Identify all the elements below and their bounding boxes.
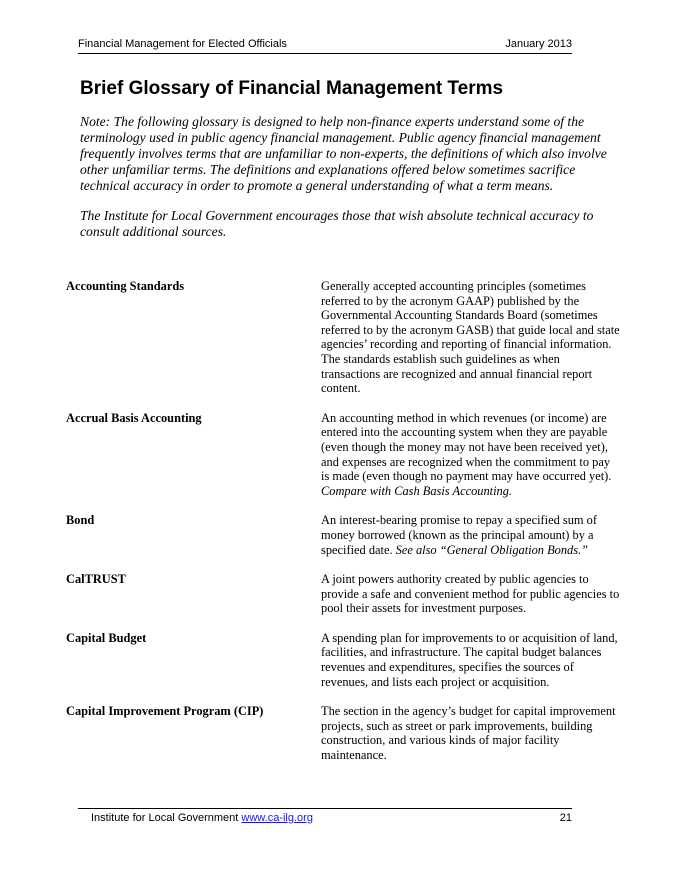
glossary-entry [66, 631, 621, 689]
intro-paragraph-1: Note: The following glossary is designed to help non-finance experts understand some of the terminology used in public agency financial management. Public agency financial management frequently involves terms that are unfamiliar to non-experts, the definitions of which also involve other unfamiliar terms. The definitions and explanations offered below sometimes sacrifice technical accuracy in order to promote a general understanding of what a term means. [80, 114, 607, 193]
definition-text: An interest-bearing promise to repay a specified sum of money borrowed (known as the principal amount) by a specified date. [321, 513, 597, 557]
footer-org [78, 812, 313, 824]
glossary-entry [66, 704, 621, 762]
glossary-definition [321, 279, 621, 396]
definition-text: A spending plan for improvements to or acquisition of land, facilities, and infrastructure. The capital budget balances revenues and expenditures, specifies the sources of revenues, and lists each project or acquisition. [321, 630, 618, 689]
intro-note [80, 114, 620, 254]
glossary-term: Capital Budget [66, 630, 147, 645]
intro-paragraph-2: The Institute for Local Government encourages those that wish absolute technical accuracy to consult additional sources. [80, 208, 594, 239]
glossary-definition [321, 513, 621, 557]
glossary-term: Capital Improvement Program (CIP) [66, 704, 264, 719]
glossary-term: Bond [66, 513, 95, 528]
glossary-entry [66, 279, 621, 396]
page-number: 21 [559, 812, 572, 824]
page-title: Brief Glossary of Financial Management Terms [80, 78, 504, 99]
glossary-definition [321, 411, 621, 499]
page-footer [78, 808, 572, 824]
glossary-term: Accounting Standards [66, 279, 185, 293]
glossary-term: Accrual Basis Accounting [66, 410, 202, 425]
glossary-list [66, 279, 621, 778]
glossary-entry [66, 513, 621, 557]
header-doc-title: Financial Management for Elected Officials [78, 38, 287, 50]
glossary-term: CalTRUST [66, 572, 126, 587]
glossary-definition [321, 572, 621, 616]
header-date: January 2013 [505, 38, 572, 50]
glossary-entry [66, 572, 621, 616]
page-header [78, 38, 572, 54]
glossary-entry [66, 411, 621, 499]
definition-text: A joint powers authority created by public agencies to provide a safe and convenient method for public agencies to pool their assets for investment purposes. [321, 572, 620, 616]
definition-text: An accounting method in which revenues (or income) are entered into the accounting system when they are payable (even though the money may not have been received yet), and expenses are recognized when the commitment to pay is made (even though no payment may have occurred yet). [321, 410, 612, 484]
footer-website-link[interactable]: www.ca-ilg.org [241, 812, 313, 824]
glossary-definition [321, 704, 621, 762]
definition-cross-reference: Compare with Cash Basis Accounting. [321, 483, 513, 498]
glossary-definition [321, 631, 621, 689]
definition-text: The section in the agency’s budget for capital improvement projects, such as street or park improvements, building construction, and various kinds of major facility maintenance. [321, 704, 616, 763]
definition-cross-reference: See also “General Obligation Bonds.” [395, 542, 589, 557]
definition-text: Generally accepted accounting principles (sometimes referred to by the acronym GAAP) published by the Governmental Accounting Standards Board (sometimes referred to by the acronym GASB) that guide local and state agencies’ recording and reporting of financial information. The standards establish such guidelines as when transactions are recognized and annual financial report content. [321, 279, 620, 396]
footer-org-name: Institute for Local Government [91, 812, 239, 824]
